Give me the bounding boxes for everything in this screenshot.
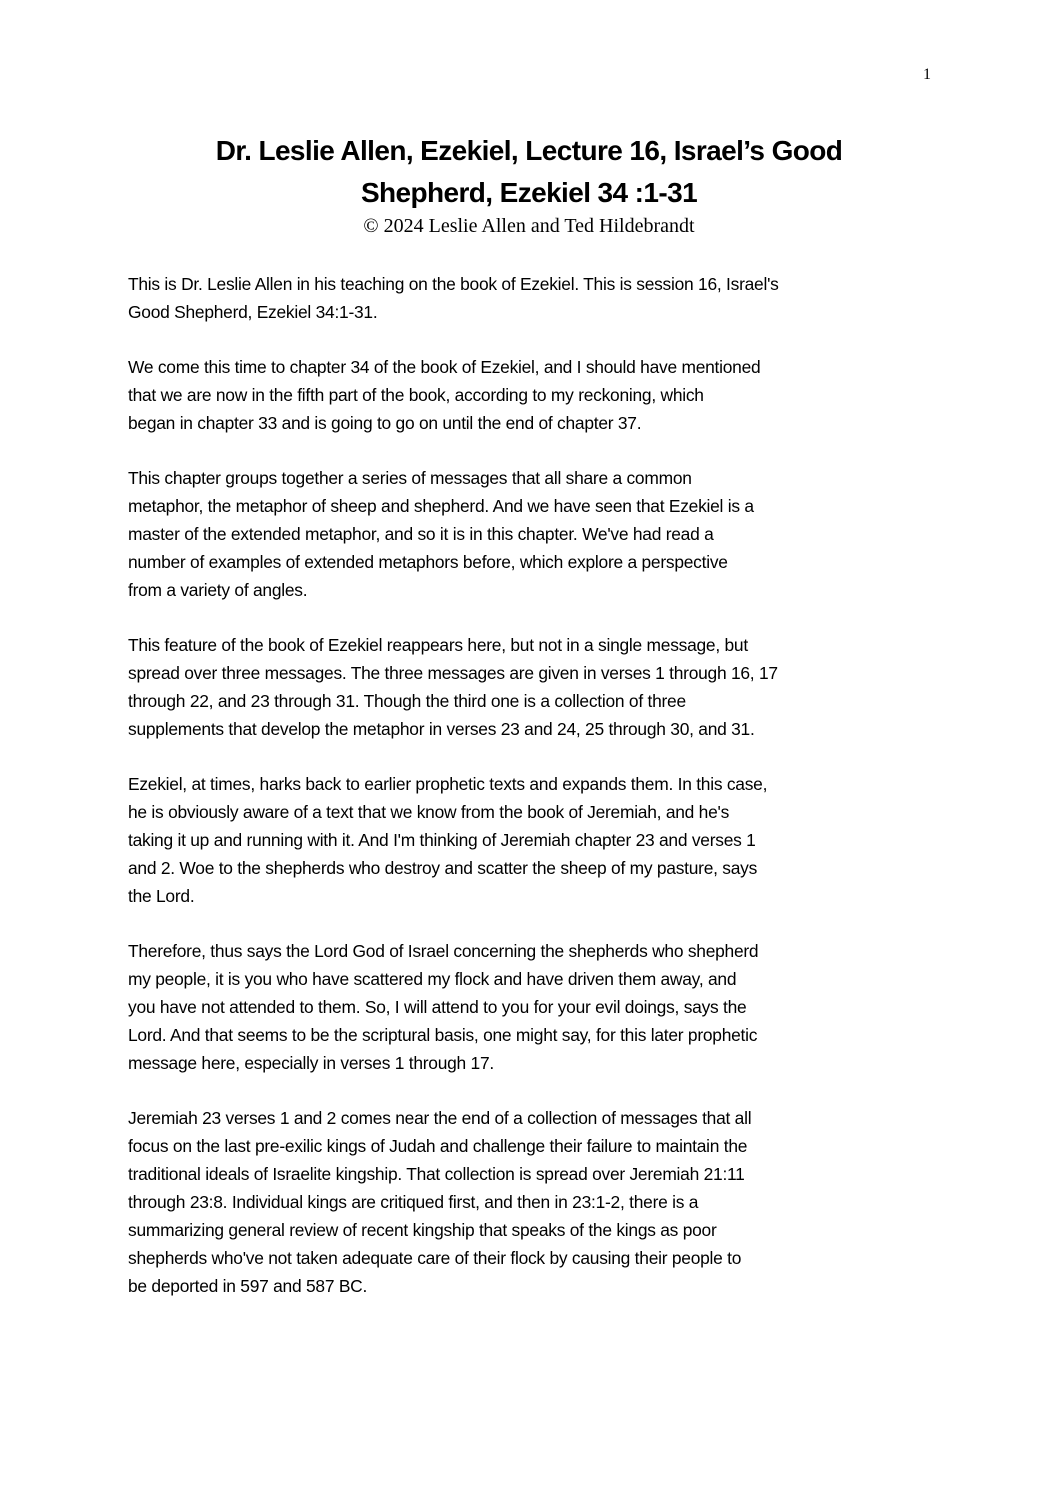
copyright-line: © 2024 Leslie Allen and Ted Hildebrandt xyxy=(363,215,695,237)
paragraph-line: We come this time to chapter 34 of the book of Ezekiel, and I should have mentioned xyxy=(128,357,761,377)
paragraph-line: the Lord. xyxy=(128,886,195,906)
paragraph-line: you have not attended to them. So, I will attend to you for your evil doings, says the xyxy=(128,997,747,1017)
paragraph-line: Good Shepherd, Ezekiel 34:1-31. xyxy=(128,302,378,322)
paragraph-line: This is Dr. Leslie Allen in his teaching on the book of Ezekiel. This is session 16, Israel's xyxy=(128,274,779,294)
paragraph-line: metaphor, the metaphor of sheep and shepherd. And we have seen that Ezekiel is a xyxy=(128,496,754,516)
paragraph xyxy=(128,1104,948,1300)
paragraph-line: Jeremiah 23 verses 1 and 2 comes near the end of a collection of messages that all xyxy=(128,1108,752,1128)
paragraph-line: my people, it is you who have scattered my flock and have driven them away, and xyxy=(128,969,737,989)
paragraph-line: master of the extended metaphor, and so it is in this chapter. We've had read a xyxy=(128,524,714,544)
paragraph-line: that we are now in the fifth part of the book, according to my reckoning, which xyxy=(128,385,704,405)
paragraph-line: shepherds who've not taken adequate care of their flock by causing their people to xyxy=(128,1248,742,1268)
paragraph-line: This feature of the book of Ezekiel reappears here, but not in a single message, but xyxy=(128,635,748,655)
paragraph xyxy=(128,353,948,437)
paragraph-line: Therefore, thus says the Lord God of Israel concerning the shepherds who shepherd xyxy=(128,941,759,961)
paragraph-line: supplements that develop the metaphor in verses 23 and 24, 25 through 30, and 31. xyxy=(128,719,755,739)
paragraph-line: and 2. Woe to the shepherds who destroy and scatter the sheep of my pasture, says xyxy=(128,858,758,878)
paragraph xyxy=(128,270,948,326)
paragraph-line: he is obviously aware of a text that we know from the book of Jeremiah, and he's xyxy=(128,802,730,822)
paragraph xyxy=(128,770,948,910)
paragraph-line: summarizing general review of recent kingship that speaks of the kings as poor xyxy=(128,1220,717,1240)
paragraph xyxy=(128,937,948,1077)
paragraph xyxy=(128,631,948,743)
paragraph-line: message here, especially in verses 1 through 17. xyxy=(128,1053,494,1073)
paragraph-line: number of examples of extended metaphors before, which explore a perspective xyxy=(128,552,728,572)
paragraph-line: through 23:8. Individual kings are critiqued first, and then in 23:1-2, there is a xyxy=(128,1192,699,1212)
document-body xyxy=(128,270,948,1327)
paragraph-line: spread over three messages. The three messages are given in verses 1 through 16, 17 xyxy=(128,663,778,683)
title-line: Dr. Leslie Allen, Ezekiel, Lecture 16, Israel’s Good xyxy=(215,135,843,166)
paragraph-line: traditional ideals of Israelite kingship. That collection is spread over Jeremiah 21:11 xyxy=(128,1164,745,1184)
paragraph-line: taking it up and running with it. And I'm thinking of Jeremiah chapter 23 and verses 1 xyxy=(128,830,756,850)
paragraph xyxy=(128,464,948,604)
paragraph-line: Ezekiel, at times, harks back to earlier prophetic texts and expands them. In this case, xyxy=(128,774,768,794)
paragraph-line: from a variety of angles. xyxy=(128,580,308,600)
paragraph-line: began in chapter 33 and is going to go on until the end of chapter 37. xyxy=(128,413,642,433)
paragraph-line: be deported in 597 and 587 BC. xyxy=(128,1276,368,1296)
paragraph-line: Lord. And that seems to be the scriptural basis, one might say, for this later prophetic xyxy=(128,1025,758,1045)
page-number: 1 xyxy=(923,66,931,83)
paragraph-line: This chapter groups together a series of messages that all share a common xyxy=(128,468,692,488)
document-title xyxy=(100,130,958,214)
paragraph-line: focus on the last pre-exilic kings of Judah and challenge their failure to maintain the xyxy=(128,1136,748,1156)
paragraph-line: through 22, and 23 through 31. Though the third one is a collection of three xyxy=(128,691,686,711)
title-line: Shepherd, Ezekiel 34 :1-31 xyxy=(360,177,698,208)
